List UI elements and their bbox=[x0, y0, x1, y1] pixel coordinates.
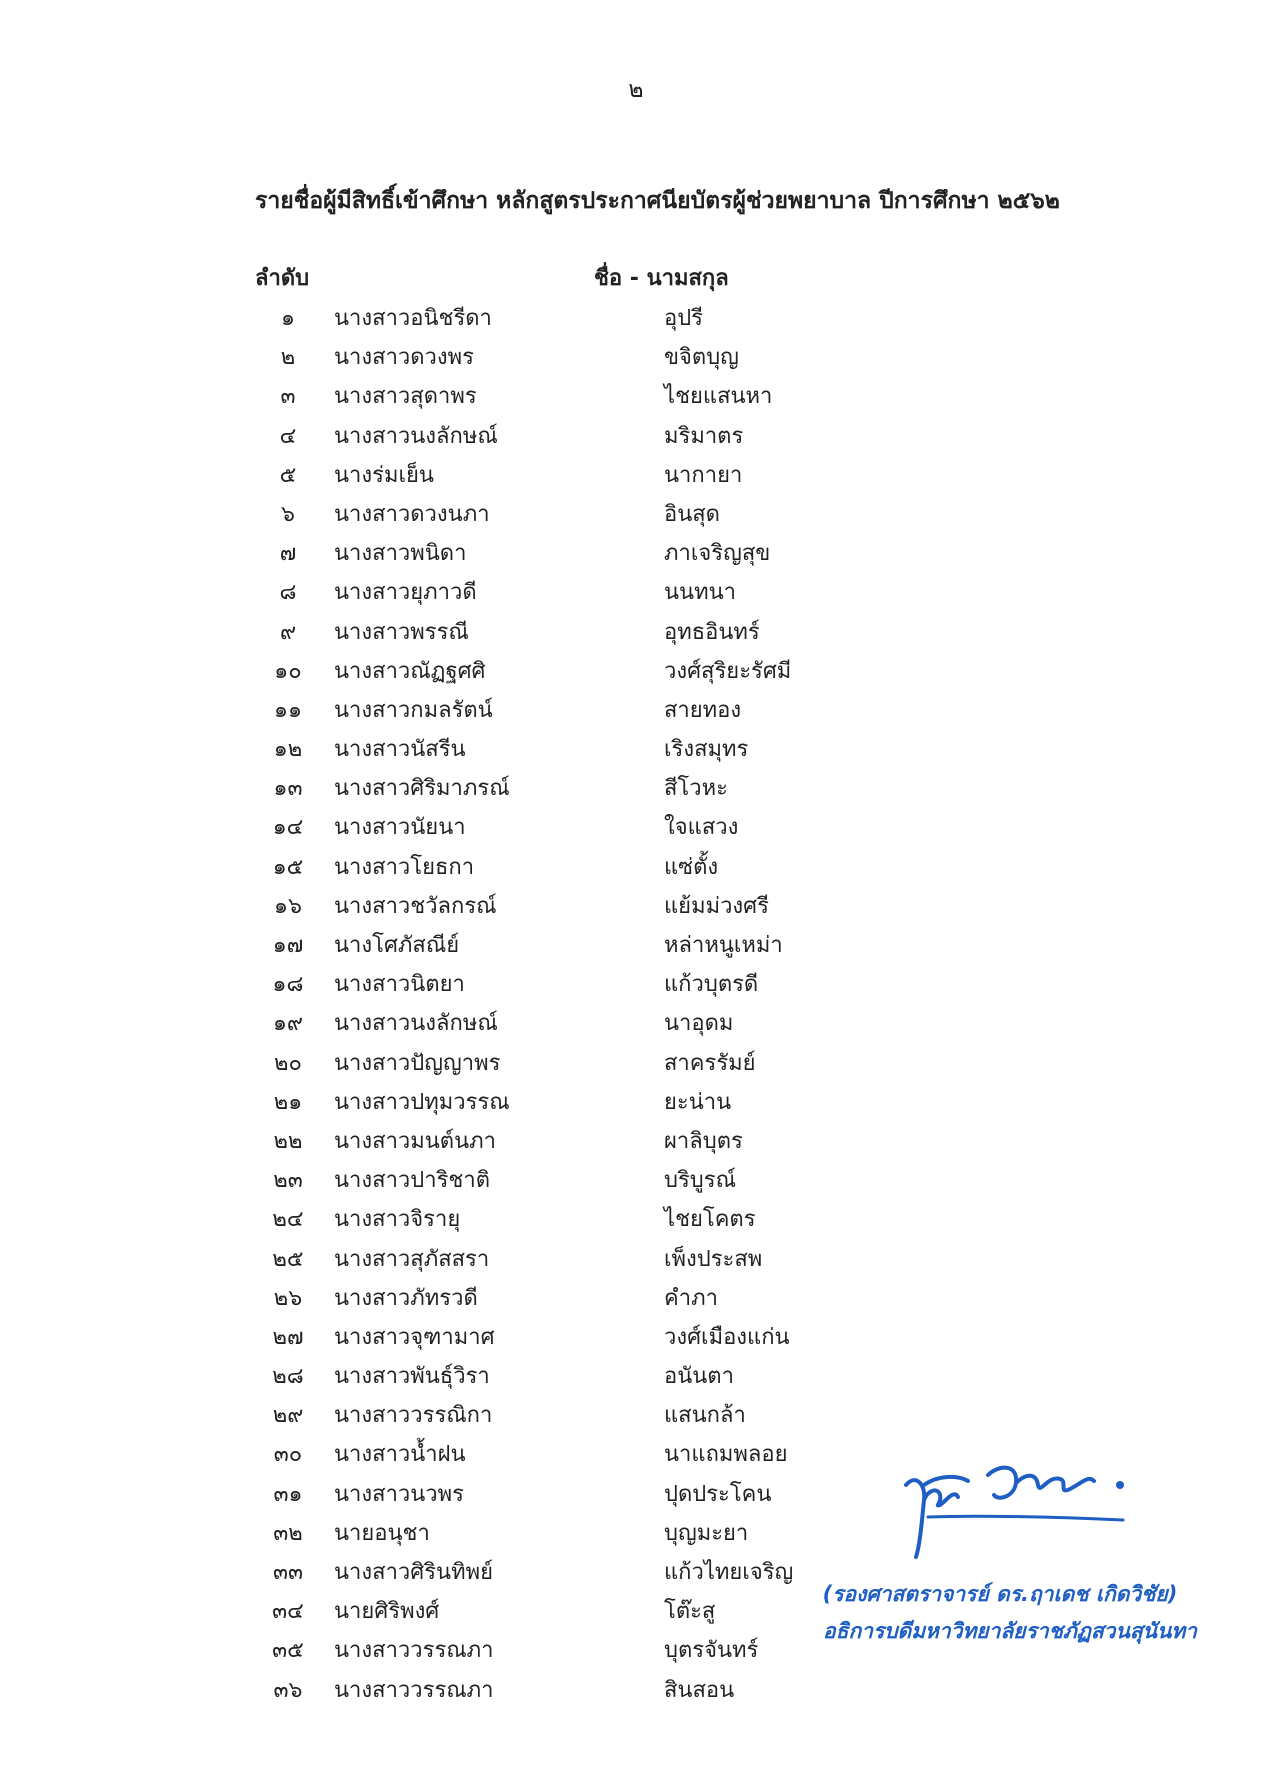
list-item bbox=[0, 808, 1272, 847]
list-item bbox=[0, 573, 1272, 612]
row-number: ๑๘ bbox=[272, 972, 304, 998]
row-first-name: นางสาวดวงพร bbox=[334, 345, 474, 371]
list-item bbox=[0, 1396, 1272, 1435]
row-last-name: บริบูรณ์ bbox=[664, 1168, 736, 1194]
row-last-name: ขจิตบุญ bbox=[664, 345, 739, 371]
row-number: ๒๑ bbox=[273, 1089, 303, 1115]
row-first-name: นางสาวโยธกา bbox=[334, 854, 475, 880]
row-number: ๓๔ bbox=[272, 1599, 304, 1625]
row-last-name: ไชยโคตร bbox=[664, 1207, 756, 1233]
row-first-name: นางสาวนัสรีน bbox=[334, 737, 466, 763]
row-number: ๓๑ bbox=[273, 1481, 303, 1507]
row-first-name: นางสาวสุภัสสรา bbox=[334, 1246, 490, 1272]
row-number: ๑๙ bbox=[272, 1011, 304, 1037]
row-number: ๘ bbox=[279, 580, 297, 606]
row-last-name: เพ็งประสพ bbox=[664, 1246, 763, 1272]
list-item bbox=[0, 1004, 1272, 1043]
row-last-name: ใจแสวง bbox=[664, 815, 739, 841]
list-item bbox=[0, 1161, 1272, 1200]
list-item bbox=[0, 848, 1272, 887]
row-first-name: นางโศภัสณีย์ bbox=[334, 933, 460, 958]
page-number: ๒ bbox=[628, 77, 644, 103]
list-item bbox=[0, 1357, 1272, 1396]
row-number: ๓๐ bbox=[273, 1442, 303, 1468]
signatory-position: อธิการบดีมหาวิทยาลัยราชภัฏสวนสุนันทา bbox=[823, 1619, 1197, 1643]
list-item bbox=[0, 377, 1272, 416]
list-item bbox=[0, 534, 1272, 573]
row-first-name: นางสาวนวพร bbox=[334, 1481, 464, 1507]
signature-image bbox=[898, 1445, 1138, 1565]
row-number: ๒๙ bbox=[272, 1403, 304, 1429]
row-last-name: สาครรัมย์ bbox=[664, 1050, 756, 1076]
row-number: ๑๖ bbox=[274, 893, 302, 919]
row-first-name: นายอนุชา bbox=[334, 1520, 430, 1546]
row-first-name: นางสาวอนิชรีดา bbox=[334, 306, 492, 331]
row-first-name: นางสาววรรณภา bbox=[334, 1638, 494, 1664]
row-last-name: นากายา bbox=[664, 462, 743, 488]
row-number: ๒๖ bbox=[273, 1285, 303, 1311]
row-number: ๒๐ bbox=[274, 1050, 302, 1076]
row-first-name: นางสาวสุดาพร bbox=[334, 384, 477, 410]
row-first-name: นางสาวจุฑามาศ bbox=[334, 1324, 495, 1350]
row-number: ๑๒ bbox=[273, 737, 303, 763]
row-number: ๑๓ bbox=[273, 776, 303, 802]
row-last-name: อนันตา bbox=[664, 1364, 734, 1390]
list-item bbox=[0, 691, 1272, 730]
row-first-name: นางสาวศิรินทิพย์ bbox=[334, 1560, 493, 1585]
row-last-name: บุตรจันทร์ bbox=[664, 1638, 759, 1664]
list-item bbox=[0, 495, 1272, 534]
row-number: ๖ bbox=[281, 501, 295, 527]
page-title: รายชื่อผู้มีสิทธิ์เข้าศึกษา หลักสูตรประกาศนียบัตรผู้ช่วยพยาบาล ปีการศึกษา ๒๕๖๒ bbox=[255, 188, 1060, 214]
row-number: ๓๖ bbox=[273, 1677, 303, 1703]
row-last-name: นาแถมพลอย bbox=[664, 1442, 788, 1468]
row-last-name: แก้วบุตรดี bbox=[664, 972, 759, 998]
list-item bbox=[0, 1122, 1272, 1161]
row-number: ๑๔ bbox=[272, 815, 304, 841]
list-item bbox=[0, 887, 1272, 926]
row-first-name: นางร่มเย็น bbox=[334, 462, 434, 488]
list-item bbox=[0, 1083, 1272, 1122]
list-item bbox=[0, 299, 1272, 338]
row-last-name: บุญมะยา bbox=[664, 1520, 749, 1546]
row-last-name: อินสุด bbox=[664, 501, 720, 527]
row-last-name: แย้มม่วงศรี bbox=[664, 893, 769, 919]
row-number: ๒๒ bbox=[273, 1128, 303, 1154]
list-item bbox=[0, 926, 1272, 965]
row-last-name: หล่าหนูเหม่า bbox=[664, 933, 783, 958]
row-number: ๑ bbox=[281, 306, 295, 331]
row-number: ๒ bbox=[280, 345, 296, 371]
row-first-name: นางสาวณัฏฐศศิ bbox=[334, 658, 486, 684]
row-first-name: นางสาวนัยนา bbox=[334, 815, 466, 841]
row-first-name: นางสาวปัญญาพร bbox=[334, 1050, 501, 1076]
list-item bbox=[0, 1318, 1272, 1357]
list-item bbox=[0, 1240, 1272, 1279]
row-first-name: นางสาวพรรณี bbox=[334, 619, 469, 645]
row-last-name: มริมาตร bbox=[664, 423, 744, 449]
list-item bbox=[0, 456, 1272, 495]
list-item bbox=[0, 769, 1272, 808]
column-header-name: ชื่อ - นามสกุล bbox=[594, 266, 729, 291]
row-number: ๓๕ bbox=[272, 1638, 304, 1664]
signatory-name: (รองศาสตราจารย์ ดร.ฤาเดช เกิดวิชัย) bbox=[822, 1582, 1178, 1606]
row-first-name: นางสาวพนิดา bbox=[334, 541, 467, 567]
row-last-name: ปุดประโคน bbox=[664, 1481, 772, 1507]
row-last-name: นนทนา bbox=[664, 580, 736, 606]
row-first-name: นางสาวภัทรวดี bbox=[334, 1285, 478, 1311]
row-first-name: นางสาวจิรายุ bbox=[334, 1207, 461, 1233]
row-first-name: นางสาวนงลักษณ์ bbox=[334, 1011, 498, 1037]
list-item bbox=[0, 1044, 1272, 1083]
row-first-name: นางสาววรรณิกา bbox=[334, 1403, 493, 1429]
row-last-name: นาอุดม bbox=[664, 1011, 734, 1037]
row-number: ๙ bbox=[279, 619, 297, 645]
row-number: ๕ bbox=[279, 462, 297, 488]
row-last-name: ยะน่าน bbox=[664, 1089, 732, 1115]
row-last-name: วงศ์เมืองแก่น bbox=[664, 1324, 790, 1350]
row-first-name: นายศิริพงศ์ bbox=[334, 1599, 440, 1625]
row-last-name: แสนกล้า bbox=[664, 1403, 746, 1429]
row-first-name: นางสาวนงลักษณ์ bbox=[334, 423, 498, 449]
row-number: ๔ bbox=[279, 423, 297, 449]
list-item bbox=[0, 1279, 1272, 1318]
row-number: ๑๐ bbox=[274, 658, 302, 684]
row-number: ๓๒ bbox=[273, 1520, 303, 1546]
row-number: ๒๘ bbox=[272, 1364, 304, 1390]
row-number: ๓๓ bbox=[272, 1560, 304, 1585]
row-first-name: นางสาวกมลรัตน์ bbox=[334, 697, 493, 723]
row-last-name: โต๊ะสู bbox=[664, 1599, 716, 1625]
row-last-name: สีโวหะ bbox=[664, 776, 728, 802]
row-number: ๒๗ bbox=[272, 1324, 304, 1350]
row-number: ๑๗ bbox=[272, 933, 304, 958]
column-header-number: ลำดับ bbox=[255, 266, 310, 291]
row-last-name: อุปรี bbox=[664, 306, 703, 331]
row-number: ๒๕ bbox=[272, 1246, 304, 1272]
list-item bbox=[0, 613, 1272, 652]
row-number: ๑๕ bbox=[272, 854, 304, 880]
list-item bbox=[0, 1200, 1272, 1239]
row-first-name: นางสาวน้ำฝน bbox=[334, 1442, 466, 1468]
row-number: ๓ bbox=[280, 384, 296, 410]
row-last-name: สายทอง bbox=[664, 697, 742, 723]
row-first-name: นางสาวปาริชาติ bbox=[334, 1168, 490, 1194]
row-number: ๒๓ bbox=[273, 1168, 303, 1194]
row-first-name: นางสาวพันธุ์วิรา bbox=[334, 1364, 490, 1390]
row-first-name: นางสาววรรณภา bbox=[334, 1677, 494, 1703]
row-last-name: วงศ์สุริยะรัศมี bbox=[664, 658, 792, 684]
list-item bbox=[0, 417, 1272, 456]
list-item bbox=[0, 730, 1272, 769]
row-first-name: นางสาวชวัลกรณ์ bbox=[334, 893, 497, 919]
row-number: ๑๑ bbox=[274, 697, 302, 723]
row-last-name: คำภา bbox=[664, 1285, 718, 1311]
row-first-name: นางสาวมนต์นภา bbox=[334, 1128, 496, 1154]
row-last-name: ไชยแสนหา bbox=[664, 384, 773, 410]
list-item bbox=[0, 338, 1272, 377]
list-item bbox=[0, 1671, 1272, 1710]
row-first-name: นางสาวปทุมวรรณ bbox=[334, 1089, 510, 1115]
row-first-name: นางสาวยุภาวดี bbox=[334, 580, 477, 606]
row-last-name: ผาลิบุตร bbox=[664, 1128, 743, 1154]
row-first-name: นางสาวศิริมาภรณ์ bbox=[334, 776, 510, 802]
row-first-name: นางสาวดวงนภา bbox=[334, 501, 490, 527]
row-last-name: สินสอน bbox=[664, 1677, 735, 1703]
row-number: ๗ bbox=[279, 541, 297, 567]
list-item bbox=[0, 652, 1272, 691]
row-number: ๒๔ bbox=[272, 1207, 304, 1233]
list-item bbox=[0, 965, 1272, 1004]
row-last-name: เริงสมุทร bbox=[664, 737, 749, 763]
row-first-name: นางสาวนิตยา bbox=[334, 972, 465, 998]
row-last-name: แก้วไทยเจริญ bbox=[664, 1560, 794, 1585]
row-last-name: อุทธอินทร์ bbox=[664, 619, 760, 645]
row-last-name: ภาเจริญสุข bbox=[664, 541, 771, 567]
row-last-name: แซ่ตั้ง bbox=[664, 854, 719, 880]
